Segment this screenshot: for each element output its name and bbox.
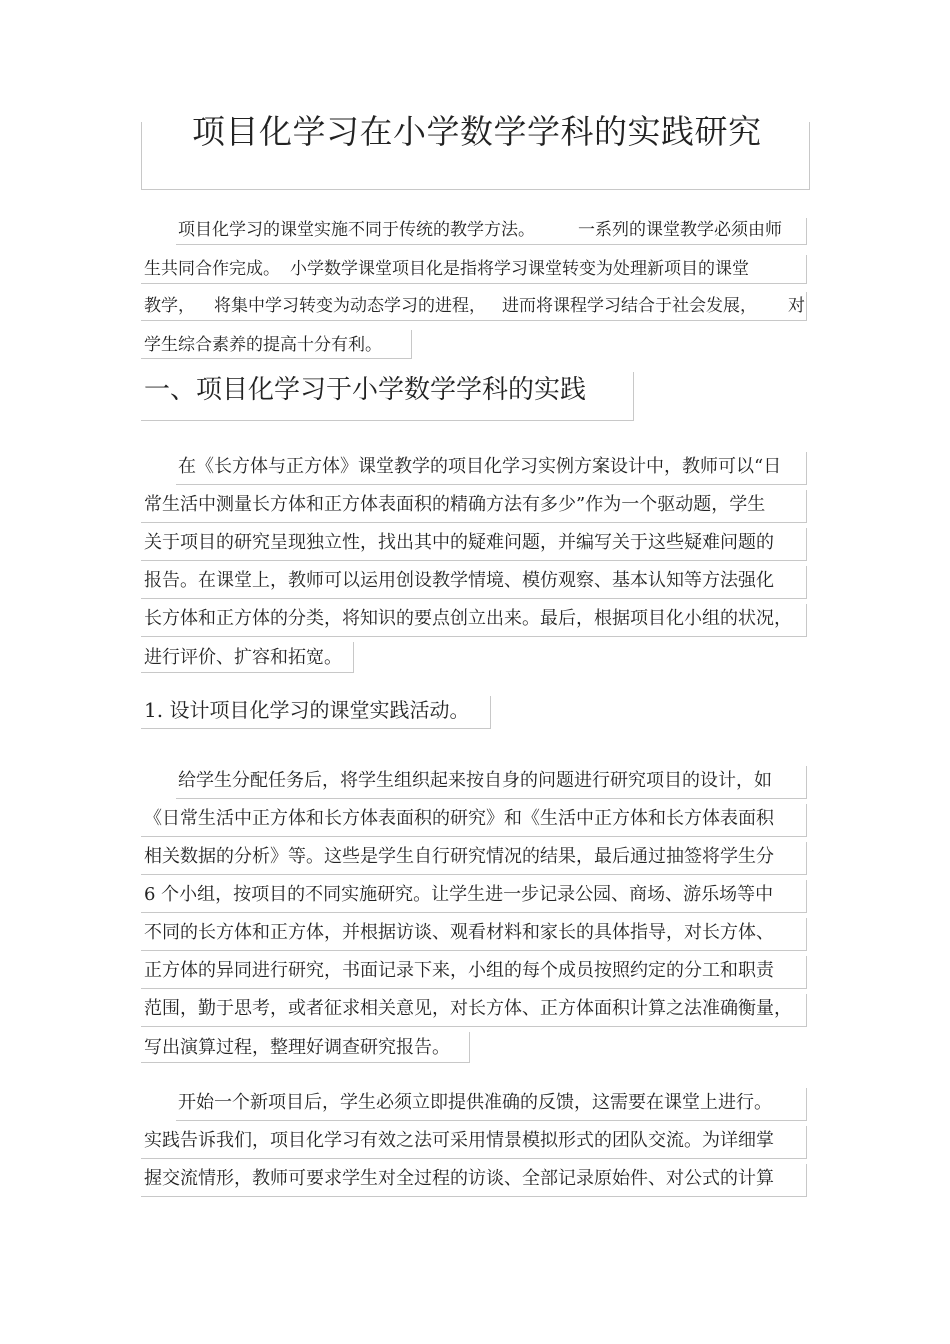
intro-line-2b: 小学数学课堂项目化是指将学习课堂转变为处理新项目的课堂	[290, 259, 749, 279]
intro-line-3d: 对	[788, 296, 805, 316]
para1-line: 长方体和正方体的分类，将知识的要点创立出来。最后，根据项目化小组的状况，	[144, 608, 792, 629]
para2-line: 给学生分配任务后，将学生组织起来按自身的问题进行研究项目的设计，如	[178, 770, 772, 791]
para2-line: 6 个小组，按项目的不同实施研究。让学生进一步记录公园、商场、游乐场等中	[144, 884, 774, 905]
page-title: 项目化学习在小学数学学科的实践研究	[192, 112, 762, 151]
para2-line: 写出演算过程，整理好调查研究报告。	[144, 1037, 450, 1058]
para2-line: 范围，勤于思考，或者征求相关意见，对长方体、正方体面积计算之法准确衡量，	[144, 998, 792, 1019]
intro-line-1a: 项目化学习的课堂实施不同于传统的教学方法。	[178, 220, 535, 240]
para1-line: 关于项目的研究呈现独立性，找出其中的疑难问题，并编写关于这些疑难问题的	[144, 532, 774, 553]
para2-line: 相关数据的分析》等。这些是学生自行研究情况的结果，最后通过抽签将学生分	[144, 846, 774, 867]
para3-line: 实践告诉我们，项目化学习有效之法可采用情景模拟形式的团队交流。为详细掌	[144, 1130, 774, 1151]
para2-line: 不同的长方体和正方体，并根据访谈、观看材料和家长的具体指导，对长方体、	[144, 922, 774, 943]
subheading: 1. 设计项目化学习的课堂实践活动。	[144, 698, 470, 722]
intro-line-3b: 将集中学习转变为动态学习的进程，	[214, 296, 486, 316]
section-heading: 一、项目化学习于小学数学学科的实践	[144, 375, 587, 405]
intro-line-3a: 教学，	[144, 296, 195, 316]
para2-line: 正方体的异同进行研究，书面记录下来，小组的每个成员按照约定的分工和职责	[144, 960, 774, 981]
para1-line: 常生活中测量长方体和正方体表面积的精确方法有多少”作为一个驱动题，学生	[144, 494, 766, 515]
para2-line: 《日常生活中正方体和长方体表面积的研究》和《生活中正方体和长方体表面积	[144, 808, 774, 829]
para1-line: 报告。在课堂上，教师可以运用创设教学情境、模仿观察、基本认知等方法强化	[144, 570, 774, 591]
para3-line: 握交流情形，教师可要求学生对全过程的访谈、全部记录原始件、对公式的计算	[144, 1168, 774, 1189]
intro-line-3c: 进而将课程学习结合于社会发展，	[502, 296, 757, 316]
para3-line: 开始一个新项目后，学生必须立即提供准确的反馈，这需要在课堂上进行。	[178, 1092, 772, 1113]
intro-line-1b: 一系列的课堂教学必须由师	[578, 220, 782, 240]
intro-line-4: 学生综合素养的提高十分有利。	[144, 335, 382, 355]
intro-line-2a: 生共同合作完成。	[144, 259, 280, 279]
para1-line: 在《长方体与正方体》课堂教学的项目化学习实例方案设计中，教师可以“日	[178, 456, 782, 477]
para1-line: 进行评价、扩容和拓宽。	[144, 647, 342, 668]
